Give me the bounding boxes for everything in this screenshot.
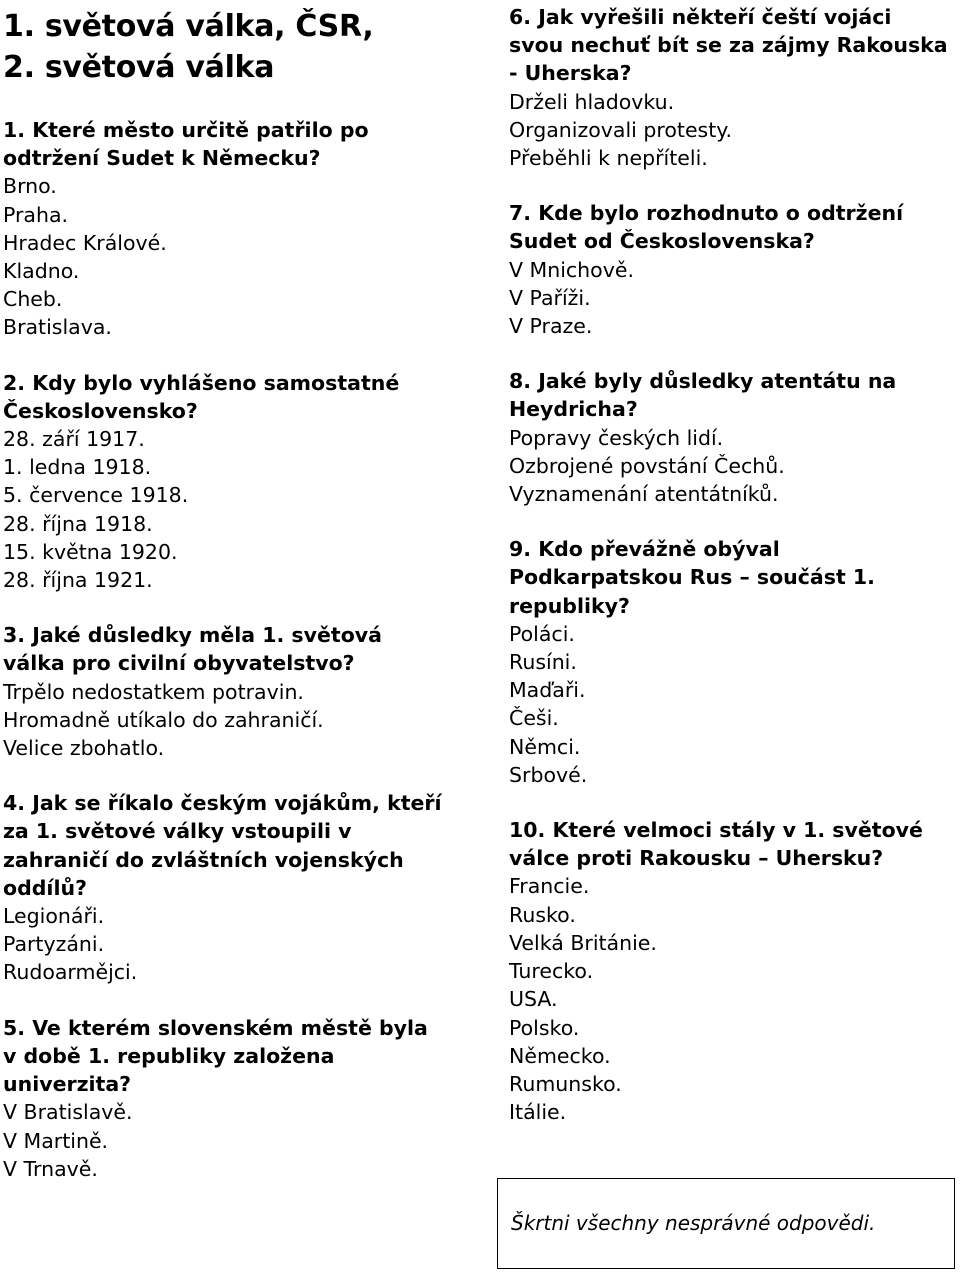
question-text-line: 7. Kde bylo rozhodnuto o odtržení [509, 201, 904, 226]
answer-option[interactable]: Hradec Králové. [3, 230, 167, 255]
question-text-line: svou nechuť bít se za zájmy Rakouska [509, 33, 948, 58]
question-text-line: - Uherska? [509, 61, 632, 86]
answer-option[interactable]: Popravy českých lidí. [509, 425, 724, 450]
question-text-line: 4. Jak se říkalo českým vojákům, kteří [3, 791, 442, 816]
title-line-1: 1. světová válka, ČSR, [3, 9, 374, 44]
question-block [3, 1014, 483, 1183]
question-text-line: za 1. světové války vstoupili v [3, 819, 352, 844]
answer-option[interactable]: Srbové. [509, 762, 588, 787]
left-column [3, 0, 483, 1183]
question-text-line: Podkarpatskou Rus – součást 1. [509, 565, 875, 590]
question-block [509, 535, 954, 789]
question-text-line: oddílů? [3, 875, 87, 900]
answer-option[interactable]: 28. října 1921. [3, 568, 153, 593]
answer-option[interactable]: Bratislava. [3, 315, 112, 340]
question-block [509, 367, 954, 508]
question-text-line: Heydricha? [509, 397, 638, 422]
answer-option[interactable]: Německo. [509, 1043, 611, 1068]
answer-option[interactable]: Češi. [509, 706, 559, 731]
answer-option[interactable]: 28. září 1917. [3, 427, 145, 452]
answer-option[interactable]: 28. října 1918. [3, 511, 153, 536]
question-text-line: válka pro civilní obyvatelstvo? [3, 651, 355, 676]
answer-option[interactable]: V Praze. [509, 314, 593, 339]
question-text-line: 1. Které město určitě patřilo po [3, 118, 369, 142]
answer-option[interactable]: Organizovali protesty. [509, 117, 732, 142]
question-text-line: 5. Ve kterém slovenském městě byla [3, 1015, 428, 1040]
question-text-line: válce proti Rakousku – Uhersku? [509, 846, 884, 871]
answer-option[interactable]: V Paříži. [509, 285, 591, 310]
answer-option[interactable]: 5. července 1918. [3, 483, 189, 508]
question-block [509, 199, 954, 340]
answer-option[interactable]: Partyzáni. [3, 932, 105, 957]
question-text-line: 2. Kdy bylo vyhlášeno samostatné [3, 370, 400, 395]
answer-option[interactable]: Němci. [509, 734, 581, 759]
answer-option[interactable]: Přeběhli k nepříteli. [509, 146, 708, 171]
question-text-line: 3. Jaké důsledky měla 1. světová [3, 623, 382, 648]
answer-option[interactable]: 1. ledna 1918. [3, 455, 152, 480]
answer-option[interactable]: USA. [509, 987, 558, 1012]
answer-option[interactable]: Itálie. [509, 1100, 567, 1125]
answer-option[interactable]: V Bratislavě. [3, 1100, 133, 1125]
answer-option[interactable]: 15. května 1920. [3, 539, 178, 564]
answer-option[interactable]: Maďaři. [509, 678, 586, 703]
answer-option[interactable]: Praha. [3, 202, 69, 227]
question-block [3, 621, 483, 762]
answer-option[interactable]: Trpělo nedostatkem potravin. [3, 679, 304, 704]
answer-option[interactable]: Ozbrojené povstání Čechů. [509, 453, 785, 478]
answer-option[interactable]: Legionáři. [3, 904, 105, 929]
answer-option[interactable]: Rusko. [509, 902, 576, 927]
answer-option[interactable]: Cheb. [3, 287, 63, 312]
question-block [3, 369, 483, 595]
question-block [509, 816, 954, 1126]
answer-option[interactable]: Francie. [509, 874, 590, 899]
answer-option[interactable]: Rusíni. [509, 650, 577, 675]
question-block [3, 116, 483, 342]
answer-option[interactable]: V Martině. [3, 1128, 109, 1153]
answer-option[interactable]: Brno. [3, 174, 57, 199]
title-line-2: 2. světová válka [3, 50, 275, 85]
question-text-line: 6. Jak vyřešili někteří čeští vojáci [509, 5, 892, 29]
question-text-line: Sudet od Československa? [509, 229, 815, 254]
answer-option[interactable]: V Mnichově. [509, 257, 634, 282]
question-block [509, 3, 954, 172]
answer-option[interactable]: Hromadně utíkalo do zahraničí. [3, 707, 324, 732]
answer-option[interactable]: Vyznamenání atentátníků. [509, 482, 779, 507]
answer-option[interactable]: Velice zbohatlo. [3, 736, 165, 761]
instruction-text: Škrtni všechny nesprávné odpovědi. [511, 1211, 876, 1235]
answer-option[interactable]: Turecko. [509, 959, 594, 984]
question-text-line: Československo? [3, 398, 198, 423]
question-text-line: 8. Jaké byly důsledky atentátu na [509, 369, 897, 394]
answer-option[interactable]: Rudoarmějci. [3, 960, 138, 985]
instruction-box [497, 1178, 955, 1269]
answer-option[interactable]: Drželi hladovku. [509, 89, 675, 114]
question-text-line: odtržení Sudet k Německu? [3, 146, 321, 171]
answer-option[interactable]: Velká Británie. [509, 930, 657, 955]
question-text-line: 9. Kdo převážně obýval [509, 537, 780, 562]
question-text-line: univerzita? [3, 1072, 132, 1097]
question-text-line: zahraničí do zvláštních vojenských [3, 847, 404, 872]
question-text-line: v době 1. republiky založena [3, 1043, 335, 1068]
answer-option[interactable]: Rumunsko. [509, 1071, 622, 1096]
answer-option[interactable]: Polsko. [509, 1015, 580, 1040]
answer-option[interactable]: V Trnavě. [3, 1156, 98, 1181]
right-column [509, 0, 954, 1126]
question-text-line: 10. Které velmoci stály v 1. světové [509, 818, 923, 843]
answer-option[interactable]: Kladno. [3, 259, 80, 284]
question-block [3, 789, 483, 986]
answer-option[interactable]: Poláci. [509, 621, 575, 646]
page-title [3, 6, 483, 88]
question-text-line: republiky? [509, 593, 630, 618]
